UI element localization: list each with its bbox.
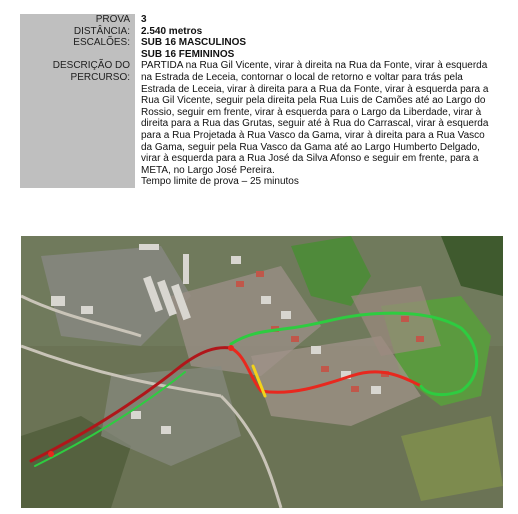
escaloes-label-spacer <box>20 49 135 61</box>
descricao-label-line-2: PERCURSO: <box>70 71 130 83</box>
descricao-label <box>20 60 135 188</box>
route-map <box>21 236 503 508</box>
prova-label: PROVA <box>20 14 135 26</box>
distancia-value: 2.540 metros <box>141 25 203 37</box>
race-info-table <box>20 14 498 188</box>
junction-marker <box>228 345 234 351</box>
prova-value: 3 <box>141 14 147 25</box>
descricao-text: PARTIDA na Rua Gil Vicente, virar à direita na Rua da Fonte, virar à esquerda na Estrada de Leceia, contornar o local de retorno e voltar para trás pela Estrada de Leceia, virar à direita para a Rua da Fonte, virar à esquerda para a Rua Gil Vicente, seguir pela direita pela Rua Luis de Camões até ao Largo do Rossio, seguir em frente, virar à esquerda para o Largo da Liberdade, virar à direita para a Rua das Grutas, seguir até à Rua do Carrascal, virar à esquerda para a Rua Projetada à Rua Vasco da Gama, virar à direita para a Rua Vasco da Gama, seguir pela Rua Vasco da Gama até ao Largo Humberto Delgado, virar à esquerda para a Rua José da Silva Afonso e seguir em frente, para a META, no Largo José Pereira. <box>141 60 489 176</box>
descricao-value <box>135 60 498 188</box>
route-map-image <box>21 236 503 508</box>
distancia-label: DISTÂNCIA: <box>20 26 135 38</box>
start-marker <box>48 451 54 457</box>
escaloes-label: ESCALÕES: <box>20 37 135 49</box>
descricao-label-line-1: DESCRIÇÃO DO <box>52 60 130 72</box>
escalao-2: SUB 16 FEMININOS <box>141 48 235 60</box>
tempo-limite-text: Tempo limite de prova – 25 minutos <box>141 176 299 188</box>
escalao-1: SUB 16 MASCULINOS <box>141 37 247 49</box>
